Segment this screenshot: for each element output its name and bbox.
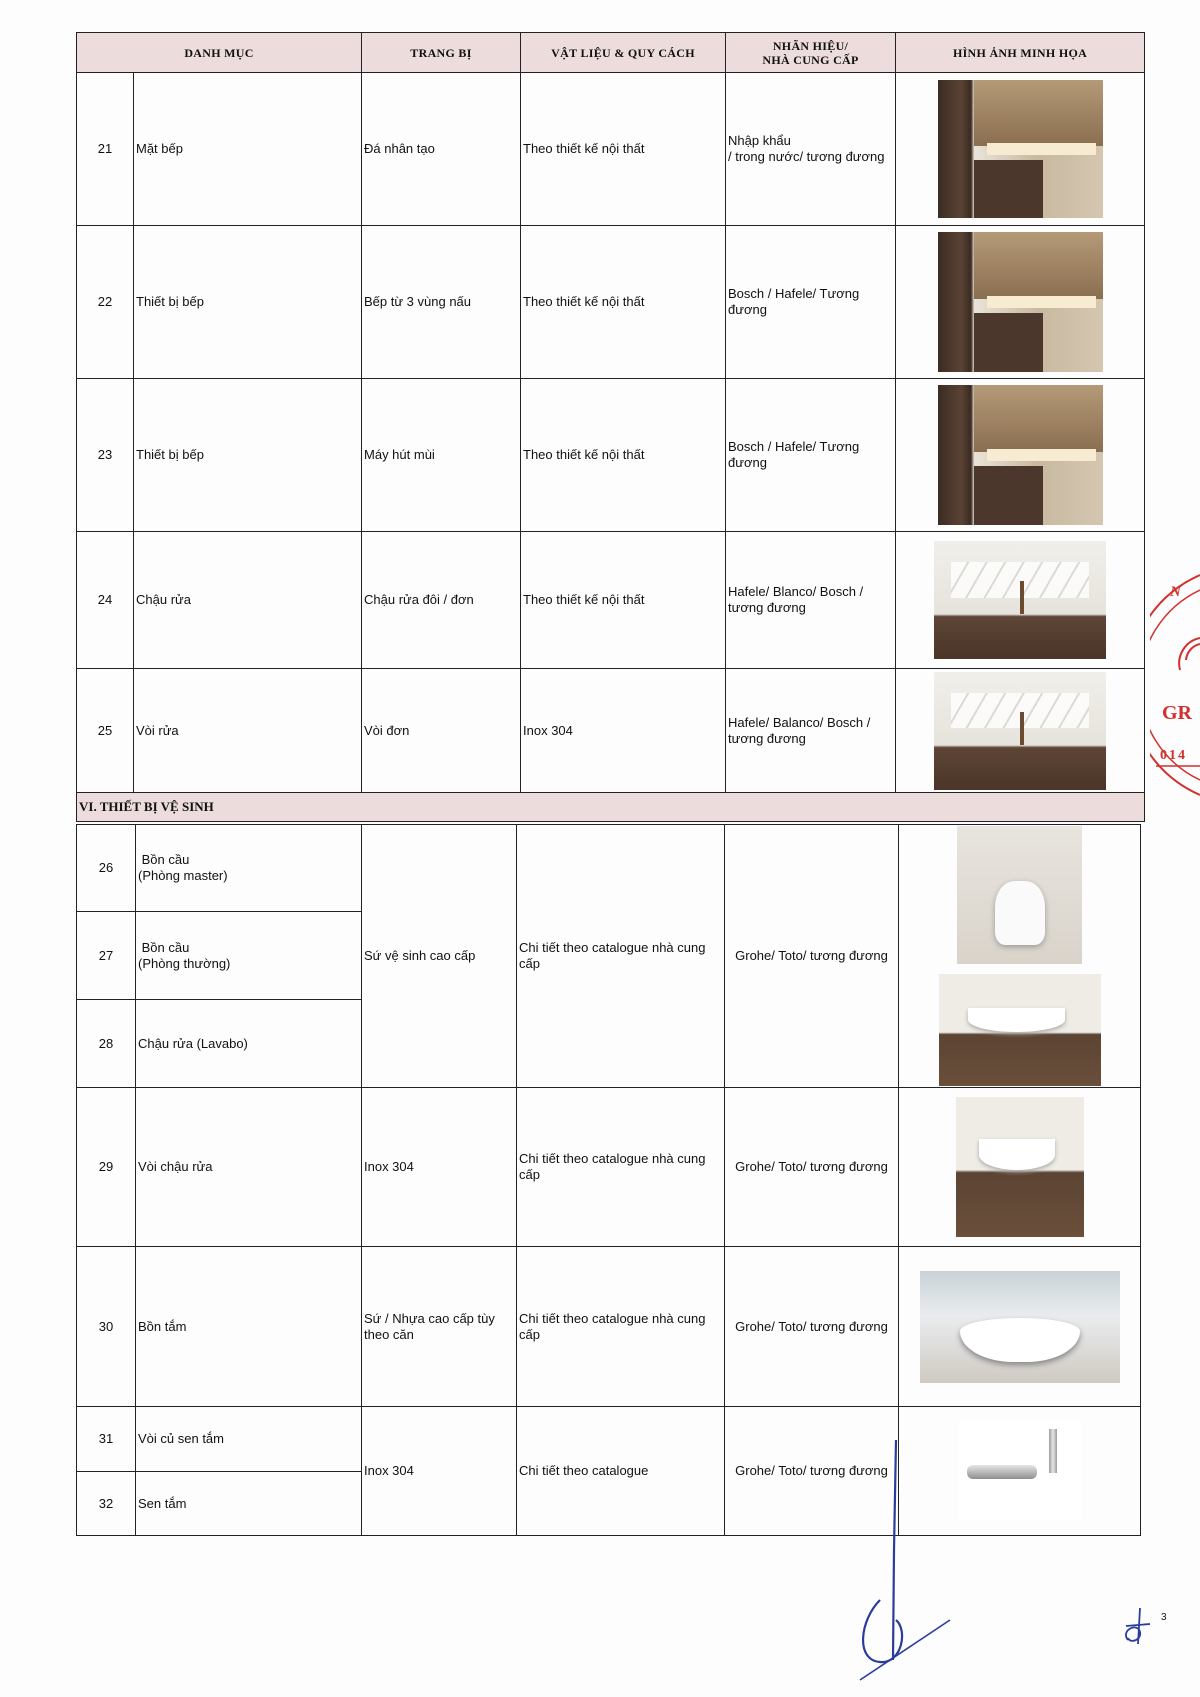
toilet-photo	[957, 826, 1082, 964]
row-number: 24	[77, 532, 134, 669]
row-equipment: Máy hút mùi	[362, 379, 521, 532]
kitchen-countertop-photo	[938, 80, 1103, 218]
bathtub-photo	[920, 1271, 1120, 1383]
sanitary-table	[76, 824, 1141, 1536]
lavabo-photo	[939, 974, 1101, 1086]
company-stamp	[1150, 560, 1200, 800]
row-number: 30	[77, 1247, 136, 1407]
row-category: Bồn cầu (Phòng thường)	[136, 912, 362, 1000]
page-number: 3	[1161, 1612, 1167, 1623]
row-category: Sen tắm	[136, 1472, 362, 1536]
row-number: 23	[77, 379, 134, 532]
stamp-text-bottom: 014	[1160, 748, 1187, 763]
row-category: Chậu rửa (Lavabo)	[136, 1000, 362, 1088]
row-category: Bồn cầu (Phòng master)	[136, 825, 362, 912]
row-image-cell	[899, 1247, 1141, 1407]
table-row	[77, 73, 1145, 226]
row-equipment: Sứ / Nhựa cao cấp tùy theo căn	[362, 1247, 517, 1407]
row-number: 32	[77, 1472, 136, 1536]
signature-mark	[850, 1430, 970, 1690]
row-number: 25	[77, 669, 134, 793]
row-brand: Grohe/ Toto/ tương đương	[725, 825, 899, 1088]
kitchen-sink-photo	[934, 541, 1106, 659]
row-number: 27	[77, 912, 136, 1000]
row-brand: Grohe/ Toto/ tương đương	[725, 1407, 899, 1536]
row-number: 29	[77, 1088, 136, 1247]
table-row	[77, 1247, 1141, 1407]
section-title: VI. THIẾT BỊ VỆ SINH	[77, 793, 1145, 822]
row-equipment: Đá nhân tạo	[362, 73, 521, 226]
table-row	[77, 1088, 1141, 1247]
row-category: Vòi chậu rửa	[136, 1088, 362, 1247]
row-material: Chi tiết theo catalogue nhà cung cấp	[517, 1247, 725, 1407]
row-brand: Nhập khẩu / trong nước/ tương đương	[726, 73, 896, 226]
initials-mark	[1118, 1600, 1158, 1650]
row-brand: Bosch / Hafele/ Tương đương	[726, 226, 896, 379]
row-number: 31	[77, 1407, 136, 1472]
kitchen-faucet-photo	[934, 672, 1106, 790]
row-number: 26	[77, 825, 136, 912]
row-material: Inox 304	[521, 669, 726, 793]
header-image: HÌNH ẢNH MINH HỌA	[896, 33, 1145, 73]
row-number: 21	[77, 73, 134, 226]
row-image-cell	[896, 532, 1145, 669]
table-row	[77, 825, 1141, 912]
row-material: Chi tiết theo catalogue nhà cung cấp	[517, 825, 725, 1088]
row-equipment: Vòi đơn	[362, 669, 521, 793]
row-image-cell	[896, 73, 1145, 226]
range-hood-photo	[938, 385, 1103, 525]
row-category: Thiết bị bếp	[134, 379, 362, 532]
shower-mixer-photo	[958, 1421, 1082, 1521]
row-equipment: Inox 304	[362, 1088, 517, 1247]
row-brand: Hafele/ Blanco/ Bosch / tương đương	[726, 532, 896, 669]
row-image-cell	[896, 379, 1145, 532]
row-equipment: Chậu rửa đôi / đơn	[362, 532, 521, 669]
table-header-row	[77, 33, 1145, 73]
header-equipment: TRANG BỊ	[362, 33, 521, 73]
row-image-cell	[899, 825, 1141, 1088]
row-material: Theo thiết kế nội thất	[521, 532, 726, 669]
row-category: Chậu rửa	[134, 532, 362, 669]
table-row	[77, 532, 1145, 669]
row-material: Chi tiết theo catalogue nhà cung cấp	[517, 1088, 725, 1247]
row-brand: Bosch / Hafele/ Tương đương	[726, 379, 896, 532]
row-number: 22	[77, 226, 134, 379]
row-category: Mặt bếp	[134, 73, 362, 226]
row-image-cell	[896, 669, 1145, 793]
induction-cooktop-photo	[938, 232, 1103, 372]
table-row	[77, 379, 1145, 532]
row-brand: Hafele/ Balanco/ Bosch / tương đương	[726, 669, 896, 793]
header-category: DANH MỤC	[77, 33, 362, 73]
header-brand: NHÃN HIỆU/ NHÀ CUNG CẤP	[726, 33, 896, 73]
row-category: Bồn tắm	[136, 1247, 362, 1407]
row-number: 28	[77, 1000, 136, 1088]
row-image-cell	[896, 226, 1145, 379]
row-image-cell	[899, 1088, 1141, 1247]
row-material: Theo thiết kế nội thất	[521, 73, 726, 226]
row-equipment: Bếp từ 3 vùng nấu	[362, 226, 521, 379]
stamp-text-middle: GR	[1162, 702, 1192, 724]
row-category: Vòi rửa	[134, 669, 362, 793]
row-equipment: Inox 304	[362, 1407, 517, 1536]
row-category: Thiết bị bếp	[134, 226, 362, 379]
row-category: Vòi củ sen tắm	[136, 1407, 362, 1472]
row-brand: Grohe/ Toto/ tương đương	[725, 1088, 899, 1247]
table-row	[77, 1407, 1141, 1472]
row-material: Theo thiết kế nội thất	[521, 379, 726, 532]
table-row	[77, 226, 1145, 379]
basin-faucet-photo	[956, 1097, 1084, 1237]
header-material: VẬT LIỆU & QUY CÁCH	[521, 33, 726, 73]
row-material: Chi tiết theo catalogue	[517, 1407, 725, 1536]
row-material: Theo thiết kế nội thất	[521, 226, 726, 379]
section-row	[77, 793, 1145, 822]
row-brand: Grohe/ Toto/ tương đương	[725, 1247, 899, 1407]
row-equipment: Sứ vệ sinh cao cấp	[362, 825, 517, 1088]
stamp-text-top: N	[1170, 584, 1181, 600]
equipment-table	[76, 32, 1145, 822]
table-row	[77, 669, 1145, 793]
